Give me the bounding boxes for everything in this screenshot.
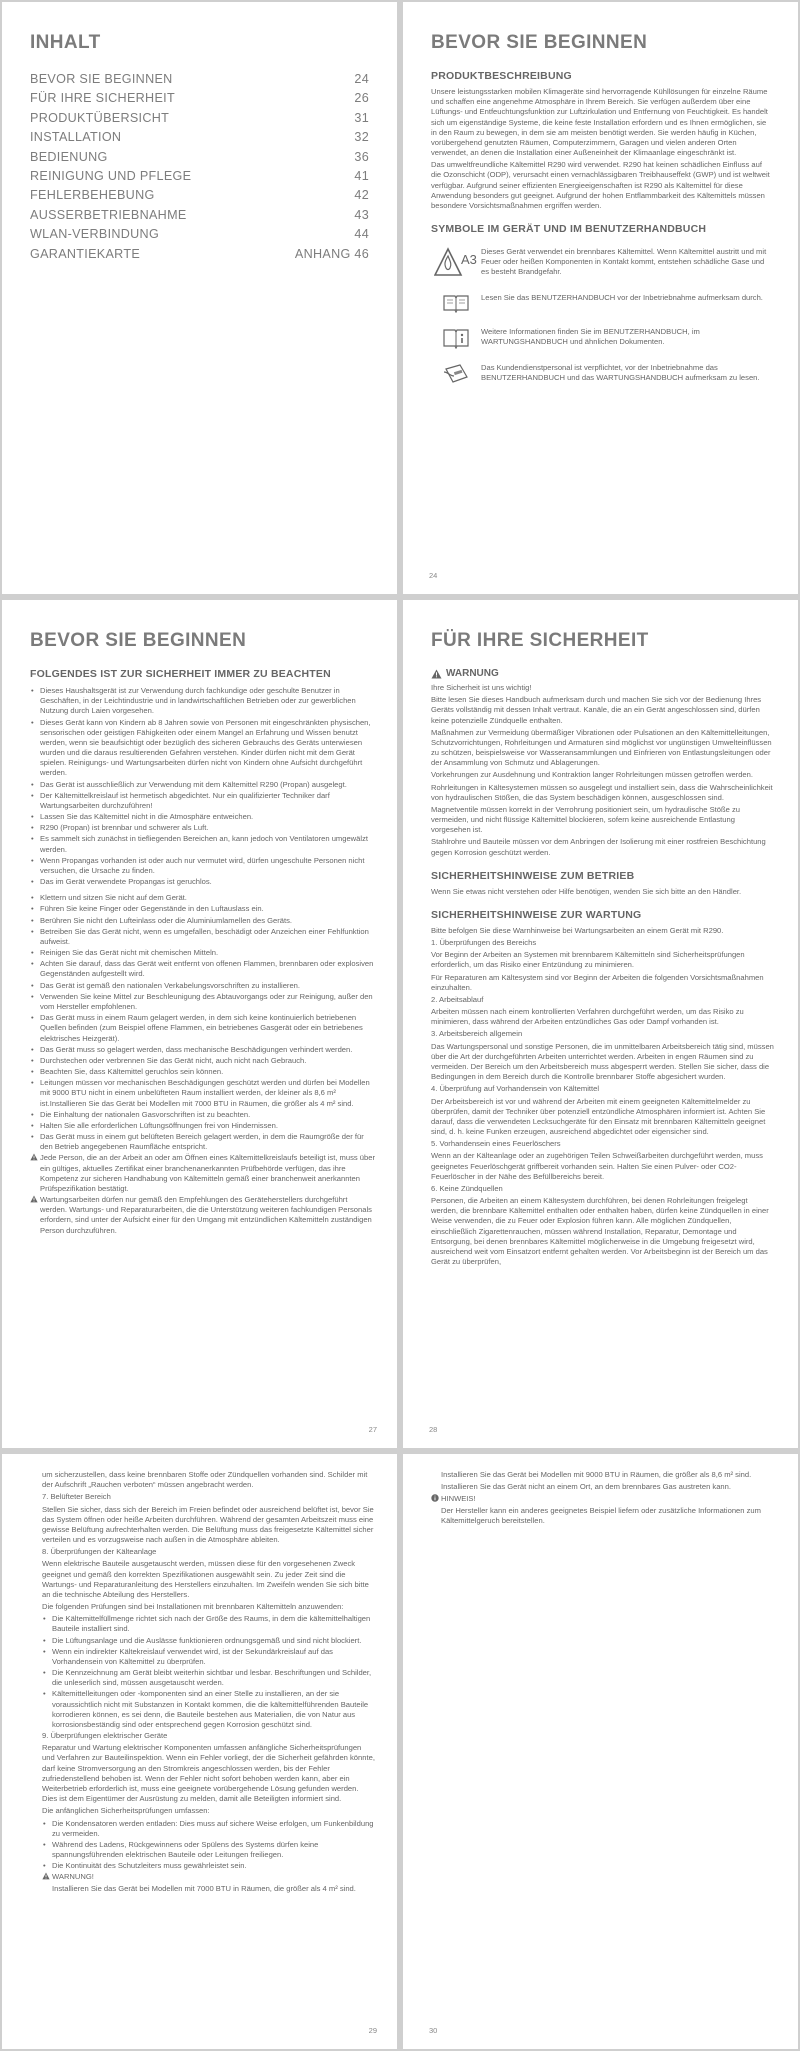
paragraph: Der Arbeitsbereich ist vor und während der Arbeiten mit einem geeigneten Kältemittelmelder zu überprüfen, damit der Techniker über potenziell entzündliche Atmosphären informiert ist. Achten Sie darauf, dass die verwendeten Lecksuchgeräte für den Einsatz mit brennbaren Kältemitteln geeignet sind, d. h. keine Funken erzeugen, ausreichend abgedichtet oder eigensicher sind. — [431, 1096, 766, 1137]
section-heading: SICHERHEITSHINWEISE ZUM BETRIEB — [431, 869, 635, 882]
page-title: BEVOR SIE BEGINNEN — [30, 630, 247, 651]
list-item: • Durchstechen oder verbrennen Sie das Gerät nicht, auch nicht nach Gebrauch. — [31, 1055, 307, 1065]
toc-item[interactable]: INSTALLATION 32 — [30, 130, 369, 145]
list-item: • Die Kondensatoren werden entladen: Dies muss auf sichere Weise erfolgen, um Funkenbildung zu vermeiden. — [43, 1818, 374, 1838]
paragraph: Unsere leistungsstarken mobilen Klimageräte sind hervorragende Kühllösungen für einzelne Räume und schaffen eine angenehme Atmosphäre in Ihrem Bereich. Sie verfügen außerdem über eine Lüftungs- und Entfeuchtungsfunktion zur Luftzirkulation und Entfernung von Feuchtigkeit. Es handelt sich um eigenständige Systeme, die keine feste Installation erfordern und es Ihnen ermöglichen, sie in den Raum zu bewegen, in dem sie am meisten benötigt werden. Sie werden häufig in Küchen, vorübergehend genutzten Räumen, Computerzimmern, Garagen und vielen anderen Orten verwendet, an denen die Installation einer Außeneinheit der Klimaanlage eingeschränkt ist. — [431, 87, 768, 158]
paragraph: Maßnahmen zur Vermeidung übermäßiger Vibrationen oder Pulsationen an den Kältemittelleitungen, Schutzvorrichtungen, Rohrleitungen und Armaturen sind möglichst vor ungünstigen Umwelteinflüssen zu schützen, beispielsweise vor Wasseransammlungen und Einfrieren von Entlastungsleitungen oder der Ansammlung von Schmutz und Ablagerungen. — [431, 727, 772, 768]
service-manual-icon — [431, 363, 481, 385]
warning-item: Jede Person, die an der Arbeit an oder am Öffnen eines Kältemittelkreislaufs beteiligt ist, muss über ein gültiges, aktuelles Zertifikat einer branchenanerkannten Prüfbehörde verfügen, das ihre Kompetenz zur sicheren Handhabung von Kältemitteln gemäß einer branchenweit anerkannten Prüfspezifikation bestätigt. — [30, 1153, 375, 1194]
section-heading: SICHERHEITSHINWEISE ZUR WARTUNG — [431, 908, 642, 921]
paragraph: 6. Keine Zündquellen — [431, 1183, 503, 1193]
paragraph: 1. Überprüfungen des Bereichs — [431, 938, 537, 948]
paragraph: Installieren Sie das Gerät bei Modellen mit 7000 BTU in Räumen, die größer als 4 m² sind. — [52, 1883, 356, 1893]
paragraph: Arbeiten müssen nach einem kontrollierten Verfahren durchgeführt werden, um das Risiko zu minimieren, dass während der Arbeiten entzündliches Gas oder Dampf vorhanden ist. — [431, 1007, 744, 1027]
paragraph: Bitte befolgen Sie diese Warnhinweise bei Wartungsarbeiten an einem Gerät mit R290. — [431, 925, 724, 935]
list-item: • Reinigen Sie das Gerät nicht mit chemischen Mitteln. — [31, 948, 219, 958]
toc-item[interactable]: BEDIENUNG 36 — [30, 149, 369, 164]
bullet-list — [30, 686, 375, 1152]
page-title: BEVOR SIE BEGINNEN — [431, 32, 648, 53]
page-contents — [2, 2, 397, 594]
section-heading: FOLGENDES IST ZUR SICHERHEIT IMMER ZU BEACHTEN — [30, 668, 331, 680]
list-item: • Es sammelt sich zunächst in tiefliegenden Bereichen an, kann jedoch von Ventilatoren umgewälzt werden. — [31, 834, 368, 854]
paragraph: 8. Überprüfungen der Kälteanlage — [42, 1547, 157, 1557]
warning-item: Wartungsarbeiten dürfen nur gemäß den Empfehlungen des Geräteherstellers durchgeführt werden. Wartungs- und Reparaturarbeiten, die die Unterstützung weiteren fachkundigen Personals erfordern, sind unter der Aufsicht einer für den Umgang mit entzündlichen Kältemitteln zuständigen Person durchzuführen. — [30, 1195, 375, 1236]
warning-triangle-icon — [42, 1872, 50, 1883]
page-installation-notes — [403, 1454, 798, 2049]
info-circle-icon — [431, 1494, 439, 1505]
toc-item[interactable]: BEVOR SIE BEGINNEN 24 — [30, 72, 369, 86]
toc-item[interactable]: FÜR IHRE SICHERHEIT 26 — [30, 91, 369, 106]
toc-list — [30, 70, 369, 264]
list-item: • Dieses Haushaltsgerät ist zur Verwendung durch fachkundige oder geschulte Benutzer in Geschäften, in der Leichtindustrie und in landwirtschaftlichen Betrieben oder zur gewerblichen Nutzung durch Laien vorgesehen. — [31, 686, 356, 716]
list-item: • Die Lüftungsanlage und die Auslässe funktionieren ordnungsgemäß und sind nicht blockiert. — [43, 1635, 362, 1645]
info-manual-icon — [431, 327, 481, 349]
paragraph: 4. Überprüfung auf Vorhandensein von Kältemittel — [431, 1084, 600, 1094]
list-item: • Das im Gerät verwendete Propangas ist geruchlos. — [31, 877, 212, 887]
paragraph: 2. Arbeitsablauf — [431, 994, 484, 1004]
page-for-your-safety — [403, 600, 798, 1448]
symbol-row — [431, 363, 774, 385]
list-item: • Führen Sie keine Finger oder Gegenstände in den Luftauslass ein. — [31, 904, 264, 914]
warning-triangle-icon — [30, 1153, 38, 1164]
flammable-warning-icon — [431, 247, 481, 279]
symbol-text: Dieses Gerät verwendet ein brennbares Kältemittel. Wenn Kältemittel austritt und mit Feuer oder heißen Komponenten in Kontakt kommt, entstehen schädliche Gase und es besteht Brandgefahr. — [481, 247, 767, 276]
list-item: • Das Gerät muss so gelagert werden, dass mechanische Beschädigungen verhindert werden. — [31, 1044, 353, 1054]
list-item: • Kältemittelleitungen oder -komponenten sind an einer Stelle zu installieren, an der sie voraussichtlich nicht mit Substanzen in Kontakt kommen, die die kältemittelführenden Bauteile korrodieren können, es sei denn, die Bauteile bestehen aus Materialien, die von Natur aus korrosionsbeständig sind oder entsprechend gegen Korrosion geschützt sind. — [43, 1689, 369, 1729]
page-title: INHALT — [30, 32, 101, 53]
section-heading: SYMBOLE IM GERÄT UND IM BENUTZERHANDBUCH — [431, 223, 707, 236]
bullet-list — [42, 1819, 375, 1872]
warning-item: WARNUNG! — [42, 1872, 375, 1882]
toc-item[interactable]: REINIGUNG UND PFLEGE 41 — [30, 169, 369, 184]
toc-item[interactable]: PRODUKTÜBERSICHT 31 — [30, 110, 369, 125]
list-item: • Die Kältemittelfüllmenge richtet sich nach der Größe des Raums, in dem die kältemittelhaltigen Bauteile installiert sind. — [43, 1614, 371, 1634]
symbol-text: Weitere Informationen finden Sie im BENUTZERHANDBUCH, im WARTUNGSHANDBUCH und ähnlichen Dokumenten. — [481, 327, 700, 346]
list-item: • Halten Sie alle erforderlichen Lüftungsöffnungen frei von Hindernissen. — [31, 1120, 278, 1130]
list-item: • Die Kennzeichnung am Gerät bleibt weiterhin sichtbar und lesbar. Beschriftungen und Schilder, die unleserlich sind, müssen ausgetauscht werden. — [43, 1668, 372, 1688]
paragraph: Stellen Sie sicher, dass sich der Bereich im Freien befindet oder ausreichend belüftet ist, bevor Sie das System öffnen oder heiße Arbeiten durchführen. Während der gesamten Arbeitszeit muss eine gewisse Belüftung aufrechterhalten werden. Die Belüftung muss das freigesetzte Kältemittel sicher verteilen und es vorzugsweise nach außen in die Atmosphäre ableiten. — [42, 1504, 374, 1545]
bullet-list — [42, 1614, 375, 1730]
list-item: • Dieses Gerät kann von Kindern ab 8 Jahren sowie von Personen mit eingeschränkten physischen, sensorischen oder geistigen Fähigkeiten oder einem Mangel an Erfahrung und Wissen benutzt werden, wenn sie beaufsichtigt oder bezüglich des sicheren Gebrauchs des Geräts unterwiesen wurden und die daraus resultierenden Gefahren verstehen. Kinder dürfen nicht mit dem Gerät spielen. Reinigungs- und Wartungsarbeiten dürfen nicht von Kindern ohne Aufsicht durchgeführt werden. — [31, 717, 371, 778]
paragraph: Installieren Sie das Gerät bei Modellen mit 9000 BTU in Räumen, die größer als 8,6 m² sind. — [441, 1470, 752, 1479]
toc-item[interactable]: AUSSERBETRIEBNAHME 43 — [30, 207, 369, 222]
svg-text:A3: A3 — [461, 252, 477, 268]
paragraph: Der Hersteller kann ein anderes geeignetes Beispiel liefern oder zusätzliche Informationen zum Kältemittelgeruch bereitstellen. — [441, 1505, 761, 1525]
open-book-icon — [431, 293, 481, 313]
list-item: • R290 (Propan) ist brennbar und schwerer als Luft. — [31, 823, 209, 833]
list-item: • Das Gerät muss in einem Raum gelagert werden, in dem sich keine kontinuierlich betriebenen Quellen befinden (zum Beispiel offene Flammen, ein betriebenes Gasgerät oder ein betriebenes elektrisches Heizgerät). — [31, 1013, 363, 1043]
page-before-start — [403, 2, 798, 594]
list-item: • Betreiben Sie das Gerät nicht, wenn es umgefallen, beschädigt oder Anzeichen einer Fehlfunktion aufweist. — [31, 926, 369, 946]
paragraph: Reparatur und Wartung elektrischer Komponenten umfassen anfängliche Sicherheitsprüfungen und Verfahren zur Bauteilinspektion. Wenn ein Fehler vorliegt, der die Sicherheit gefährden könnte, darf keine Stromversorgung an den Stromkreis angeschlossen werden, bis der Fehler zufriedenstellend behoben ist. Wenn der Fehler nicht sofort behoben werden kann, aber ein Weiterbetrieb erforderlich ist, muss eine geeignete vorübergehende Lösung gefunden werden. Dies ist dem Eigentümer der Ausrüstung zu melden, damit alle Beteiligten informiert sind. — [42, 1743, 375, 1804]
paragraph: Installieren Sie das Gerät nicht an einem Ort, an dem brennbares Gas austreten kann. — [441, 1482, 731, 1492]
paragraph: Wenn Sie etwas nicht verstehen oder Hilfe benötigen, wenden Sie sich bitte an den Händler. — [431, 886, 742, 896]
list-item: • Das Gerät ist ausschließlich zur Verwendung mit dem Kältemittel R290 (Propan) ausgelegt. — [31, 779, 347, 789]
page-safety-rules — [2, 600, 397, 1448]
list-item: • Das Gerät muss in einem gut belüfteten Bereich gelagert werden, in dem die Raumgröße der für den Betrieb angegebenen Raumfläche entspricht. — [31, 1132, 364, 1152]
list-item: • Das Gerät ist gemäß den nationalen Verkabelungsvorschriften zu installieren. — [31, 980, 301, 990]
paragraph: Bitte lesen Sie dieses Handbuch aufmerksam durch und machen Sie sich vor der Bedienung Ihres Geräts vollständig mit dessen Inhalt vertraut. Kanäle, die an ein Gerät angeschlossen sind, dürfen keine potenzielle Zündquelle enthalten. — [431, 695, 762, 725]
warning-triangle-icon — [30, 1195, 38, 1206]
paragraph: Die folgenden Prüfungen sind bei Installationen mit brennbaren Kältemitteln anzuwenden: — [42, 1602, 344, 1612]
list-item: • Der Kältemittelkreislauf ist hermetisch abgedichtet. Nur ein qualifizierter Techniker darf Wartungsarbeiten durchzuführen! — [31, 790, 330, 810]
page-number: 28 — [429, 1425, 438, 1434]
paragraph: 5. Vorhandensein eines Feuerlöschers — [431, 1139, 561, 1149]
symbol-text: Das Kundendienstpersonal ist verpflichtet, vor der Inbetriebnahme das BENUTZERHANDBUCH und das WARTUNGSHANDBUCH aufmerksam zu lesen. — [481, 363, 760, 382]
symbol-text: Lesen Sie das BENUTZERHANDBUCH vor der Inbetriebnahme aufmerksam durch. — [481, 293, 763, 303]
toc-item[interactable]: FEHLERBEHEBUNG 42 — [30, 188, 369, 203]
paragraph: um sicherzustellen, dass keine brennbaren Stoffe oder Zündquellen vorhanden sind. Schilder mit der Aufschrift „Rauchen verboten“ müssen angebracht werden. — [42, 1470, 368, 1490]
paragraph: Für Reparaturen am Kältesystem sind vor Beginn der Arbeiten die folgenden Vorsichtsmaßnahmen einzuhalten. — [431, 972, 764, 992]
paragraph: Stahlrohre und Bauteile müssen vor dem Anbringen der Isolierung mit einer rostfreien Beschichtung gegen Korrosion geschützt werden. — [431, 837, 766, 857]
list-item: • Die Kontinuität des Schutzleiters muss gewährleistet sein. — [43, 1861, 247, 1871]
page-title: FÜR IHRE SICHERHEIT — [431, 630, 649, 651]
toc-item[interactable]: WLAN-VERBINDUNG 44 — [30, 227, 369, 242]
page-number: 27 — [368, 1425, 377, 1434]
list-item: • Leitungen müssen vor mechanischen Beschädigungen geschützt werden und dürfen bei Modellen mit 9000 BTU nicht in einem unbelüfteten Raum installiert werden, der kleiner als 8,6 m² ist.Installieren Sie das Gerät bei Modellen mit 7000 BTU in Räumen, die größer als 4 m² sind. — [31, 1078, 370, 1108]
list-item: • Beachten Sie, dass Kältemittel geruchlos sein können. — [31, 1067, 224, 1077]
paragraph: 9. Überprüfungen elektrischer Geräte — [42, 1731, 168, 1741]
list-item: • Die Einhaltung der nationalen Gasvorschriften ist zu beachten. — [31, 1109, 251, 1119]
paragraph: Rohrleitungen in Kältesystemen müssen so ausgelegt und installiert sein, dass die Wahrscheinlichkeit von hydraulischen Stößen, die das System beschädigen können, ausgeschlossen sind. — [431, 782, 773, 802]
page-number: 24 — [429, 571, 438, 580]
list-item: • Verwenden Sie keine Mittel zur Beschleunigung des Abtauvorgangs oder zur Reinigung, außer den vom Hersteller empfohlenen. — [31, 991, 373, 1011]
paragraph: Ihre Sicherheit ist uns wichtig! — [431, 683, 532, 692]
symbol-row — [431, 247, 774, 279]
paragraph: Das umweltfreundliche Kältemittel R290 wird verwendet. R290 hat keinen schädlichen Einfluss auf die Ozonschicht (ODP), verursacht einen vernachlässigbaren Treibhauseffekt (GWP) und ist weltweit verfügbar. Aufgrund seiner effizienten Energieeigenschaften ist R290 als Kältemittel für diese Anwendung besonders gut geeignet. Aufgrund der hohen Entflammbarkeit des Kältemittels müssen besondere Vorsichtsmaßnahmen ergriffen werden. — [431, 160, 770, 210]
paragraph: Wenn elektrische Bauteile ausgetauscht werden, müssen diese für den vorgesehenen Zweck geeignet und gemäß den korrekten Spezifikationen ausgewählt sein. Zu jeder Zeit sind die Wartungs- und Reparaturanleitung des Herstellers einzuhalten. Im Zweifeln wenden Sie sich bitte an die technische Abteilung des Herstellers. — [42, 1559, 369, 1599]
paragraph: 3. Arbeitsbereich allgemein — [431, 1029, 523, 1039]
warning-heading: WARNUNG — [431, 668, 776, 679]
paragraph: Personen, die Arbeiten an einem Kältesystem durchführen, bei denen Rohrleitungen freigelegt werden, die brennbare Kältemittel enthalten oder enthalten haben, dürfen keine Zündquellen in einer Weise verwenden, die zu Feuer oder Explosion führen kann. Alle möglichen Zündquellen, einschließlich Zigarettenrauchen, müssen während Installation, Reparatur, Demontage und Entsorgung, bei denen brennbares Kältemittel möglicherweise in die Umgebung freigesetzt wird, ausreichend weit vom Einsatzort entfernt gehalten werden. Vor Arbeitsbeginn ist der Bereich um das Gerät zu überprüfen, — [431, 1196, 769, 1267]
list-item: • Achten Sie darauf, dass das Gerät weit entfernt von offenen Flammen, brennbaren oder explosiven Gegenständen aufgestellt wird. — [31, 959, 374, 979]
hint-item: HINWEIS! — [431, 1494, 776, 1504]
list-item: • Wenn ein indirekter Kältekreislauf verwendet wird, ist der Sekundärkreislauf auf das Vorhandensein von Kältemittel zu überprüfen. — [43, 1646, 333, 1666]
page-number: 29 — [368, 2026, 377, 2035]
paragraph: Die anfänglichen Sicherheitsprüfungen umfassen: — [42, 1806, 210, 1816]
list-item: • Wenn Propangas vorhanden ist oder auch nur vermutet wird, dürfen ungeschulte Personen nicht versuchen, die Ursache zu finden. — [31, 855, 365, 875]
page-number: 30 — [429, 2026, 438, 2035]
list-item: • Während des Ladens, Rückgewinnens oder Spülens des Systems dürfen keine spannungsführenden elektrischen Bauteile oder Leitungen freiliegen. — [43, 1839, 319, 1860]
symbol-row — [431, 293, 774, 313]
page-maintenance-continued — [2, 1454, 397, 2049]
toc-item[interactable]: GARANTIEKARTE ANHANG 46 — [30, 246, 369, 261]
symbol-row — [431, 327, 774, 349]
paragraph: Das Wartungspersonal und sonstige Personen, die im unmittelbaren Arbeitsbereich tätig sind, müssen über die Art der durchgeführten Arbeiten unterrichtet werden. Arbeiten in engen Räumen sind zu vermeiden. Der Bereich um den Arbeitsbereich muss abgesperrt werden. Stellen Sie sicher, dass die Bedingungen in dem Bereich durch die Kontrolle brennbarer Stoffe abgesichert wurden. — [431, 1041, 774, 1082]
paragraph: 7. Belüfteter Bereich — [42, 1492, 111, 1502]
paragraph: Vorkehrungen zur Ausdehnung und Kontraktion langer Rohrleitungen müssen getroffen werden. — [431, 770, 753, 780]
paragraph: Magnetventile müssen korrekt in der Verrohrung positioniert sein, um hydraulische Stöße zu vermeiden, und nicht flüssige Kältemittel blockieren, sofern keine ausreichende Entlastung vorgesehen ist. — [431, 804, 740, 835]
paragraph: Vor Beginn der Arbeiten an Systemen mit brennbarem Kältemitteln sind Sicherheitsprüfungen erforderlich, um das Risiko einer Entzündung zu minimieren. — [431, 950, 745, 970]
paragraph: Wenn an der Kälteanlage oder an zugehörigen Teilen Schweißarbeiten durchgeführt werden, muss geeignetes Feuerlöschgerät griffbereit vorhanden sein. Halten Sie einen Pulver- oder CO2-Feuerlöscher in der Nähe des Befüllbereichs bereit. — [431, 1151, 763, 1181]
list-item: • Klettern und sitzen Sie nicht auf dem Gerät. — [31, 893, 187, 903]
warning-triangle-icon — [431, 669, 442, 679]
list-item: • Berühren Sie nicht den Lufteinlass oder die Aluminiumlamellen des Geräts. — [31, 915, 292, 925]
section-heading: PRODUKTBESCHREIBUNG — [431, 70, 572, 82]
list-item: • Lassen Sie das Kältemittel nicht in die Atmosphäre entweichen. — [31, 812, 254, 822]
